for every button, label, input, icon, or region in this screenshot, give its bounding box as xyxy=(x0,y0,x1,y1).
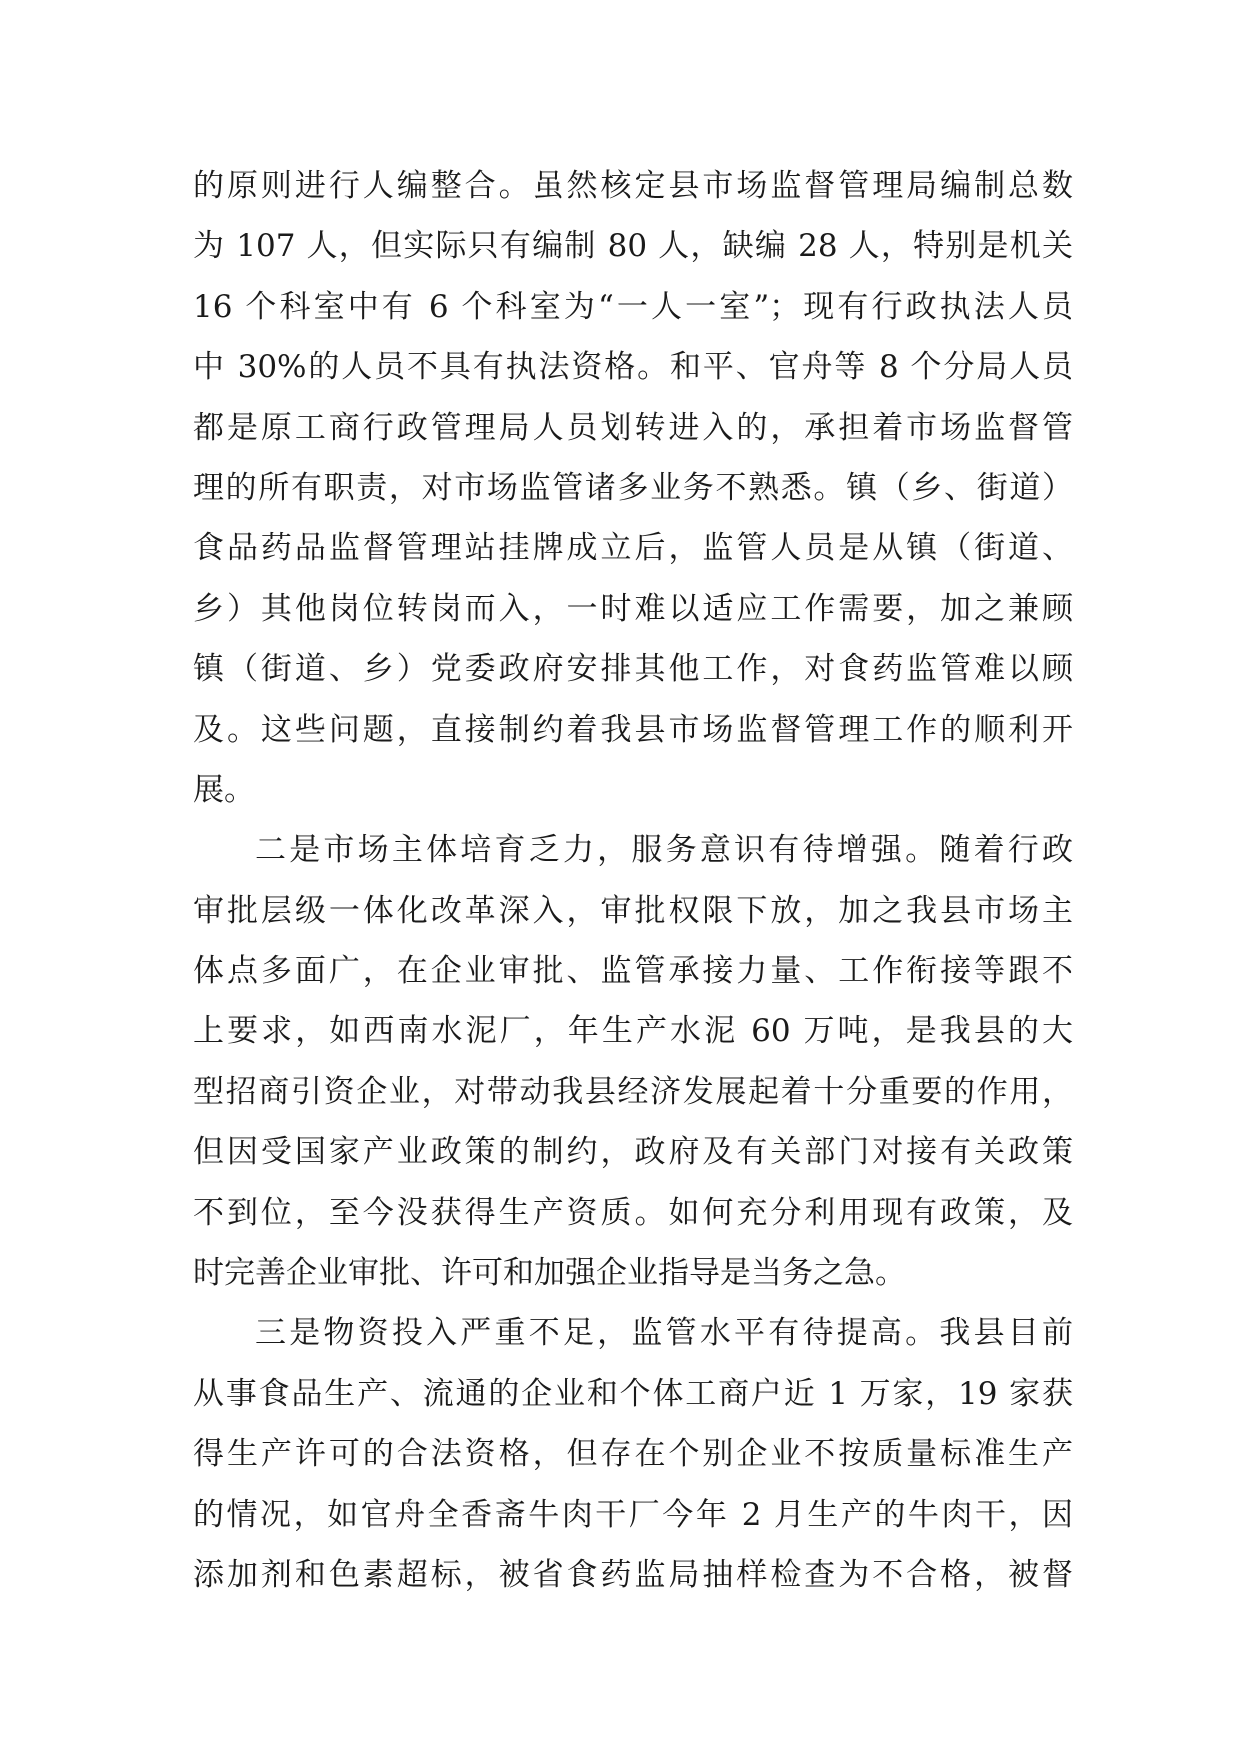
text-line: 展。 xyxy=(193,771,255,808)
text-line: 为 107 人，但实际只有编制 80 人，缺编 28 人，特别是机关 xyxy=(193,228,1073,265)
text-line: 及。这些问题，直接制约着我县市场监督管理工作的顺利开 xyxy=(193,711,1073,748)
text-line: 三是物资投入严重不足，监管水平有待提高。我县目前 xyxy=(255,1315,1073,1352)
text-line: 16 个科室中有 6 个科室为“一人一室”；现有行政执法人员 xyxy=(193,288,1073,325)
text-line: 审批层级一体化改革深入，审批权限下放，加之我县市场主 xyxy=(193,892,1073,929)
text-line: 都是原工商行政管理局人员划转进入的，承担着市场监督管 xyxy=(193,409,1073,446)
text-line: 但因受国家产业政策的制约，政府及有关部门对接有关政策 xyxy=(193,1134,1073,1171)
body-text xyxy=(193,156,1073,1605)
text-line: 时完善企业审批、许可和加强企业指导是当务之急。 xyxy=(193,1255,906,1292)
text-line: 不到位，至今没获得生产资质。如何充分利用现有政策，及 xyxy=(193,1194,1073,1231)
text-line: 的原则进行人编整合。虽然核定县市场监督管理局编制总数 xyxy=(193,168,1073,204)
text-line: 的情况，如官舟全香斋牛肉干厂今年 2 月生产的牛肉干，因 xyxy=(193,1496,1073,1533)
text-line: 上要求，如西南水泥厂，年生产水泥 60 万吨，是我县的大 xyxy=(193,1013,1073,1050)
text-line: 中 30%的人员不具有执法资格。和平、官舟等 8 个分局人员 xyxy=(193,349,1073,386)
text-line: 从事食品生产、流通的企业和个体工商户近 1 万家，19 家获 xyxy=(193,1375,1073,1412)
paragraph-1 xyxy=(193,156,1073,820)
text-line: 二是市场主体培育乏力，服务意识有待增强。随着行政 xyxy=(255,832,1073,869)
paragraph-2 xyxy=(193,820,1073,1303)
text-line: 型招商引资企业，对带动我县经济发展起着十分重要的作用， xyxy=(193,1073,1073,1110)
text-line: 理的所有职责，对市场监管诸多业务不熟悉。镇（乡、街道） xyxy=(193,469,1073,506)
paragraph-3 xyxy=(193,1303,1073,1605)
text-line: 乡）其他岗位转岗而入，一时难以适应工作需要，加之兼顾 xyxy=(193,590,1073,627)
text-line: 体点多面广，在企业审批、监管承接力量、工作衔接等跟不 xyxy=(193,953,1073,990)
text-line: 添加剂和色素超标，被省食药监局抽样检查为不合格，被督 xyxy=(193,1556,1073,1593)
text-line: 得生产许可的合法资格，但存在个别企业不按质量标准生产 xyxy=(193,1436,1073,1473)
text-line: 镇（街道、乡）党委政府安排其他工作，对食药监管难以顾 xyxy=(193,651,1073,688)
text-line: 食品药品监督管理站挂牌成立后，监管人员是从镇（街道、 xyxy=(193,530,1073,567)
